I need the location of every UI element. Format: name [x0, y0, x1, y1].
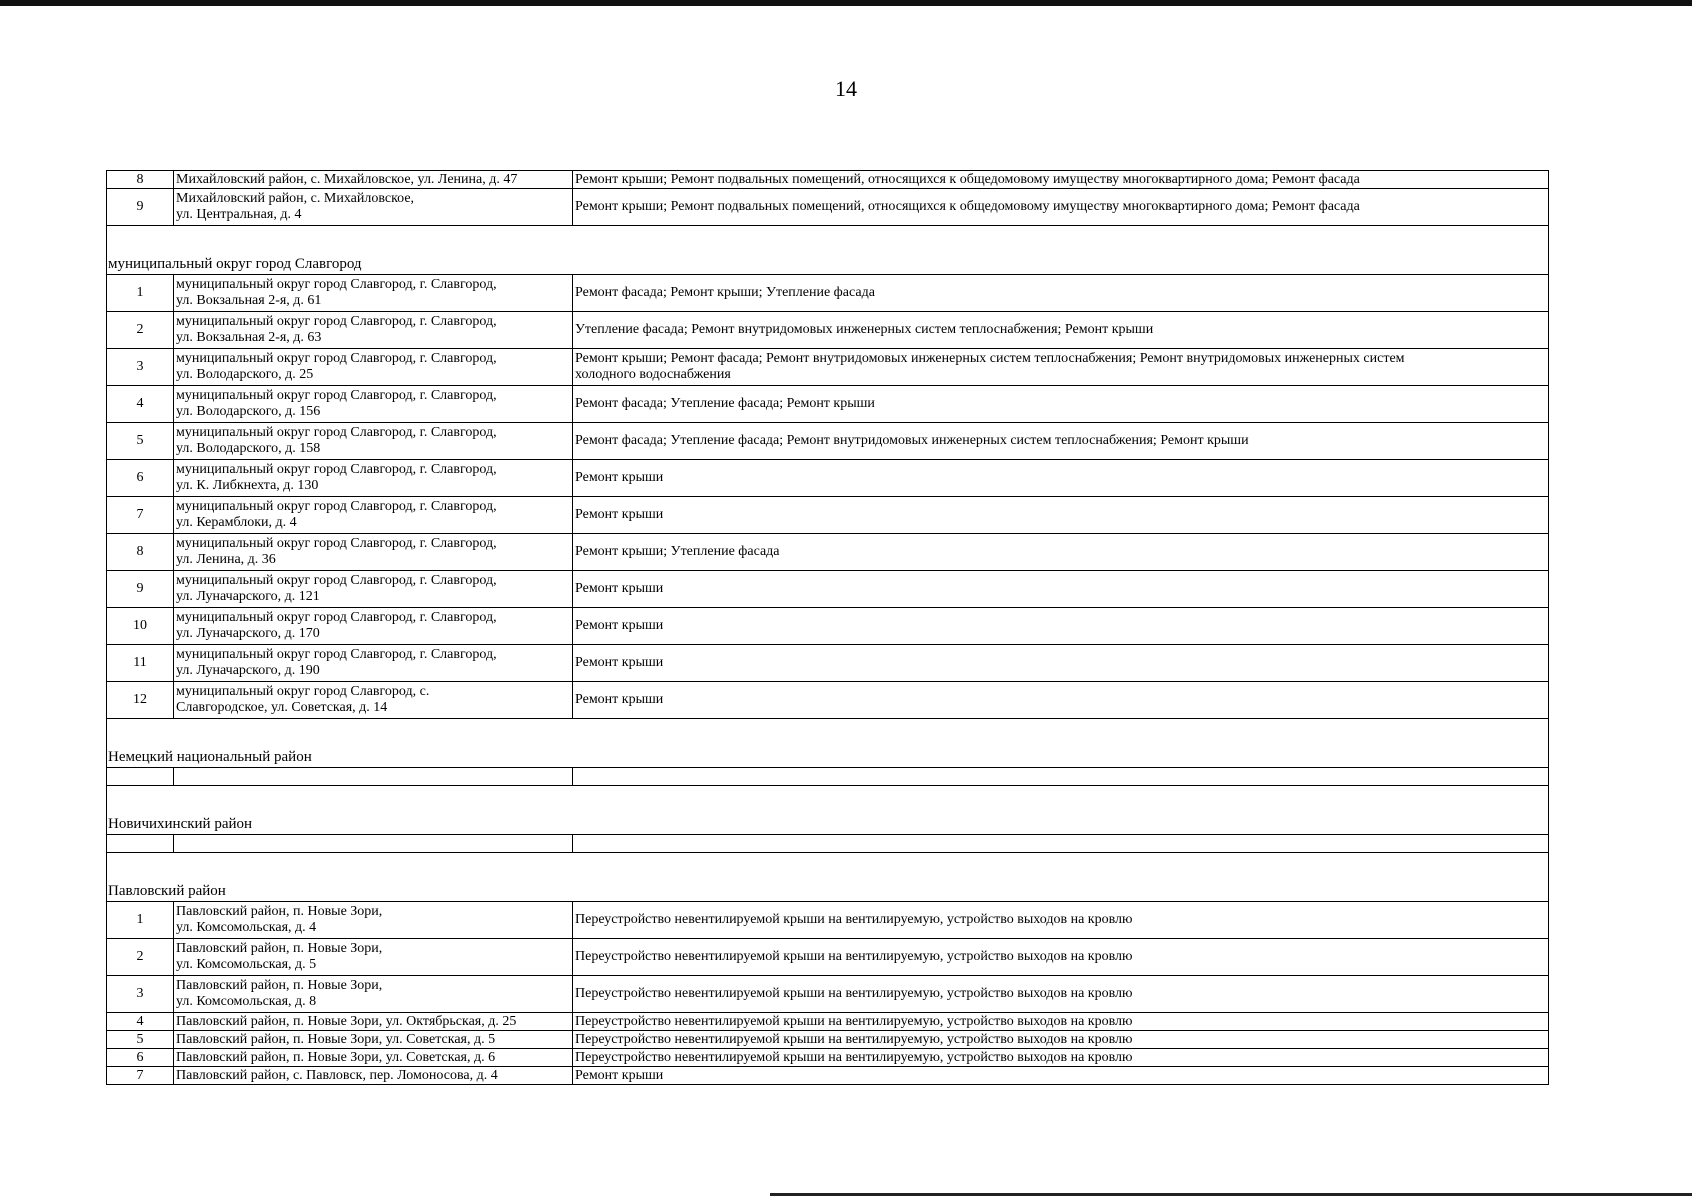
- table-row: [107, 1031, 1549, 1049]
- section-header-row: [107, 226, 1549, 275]
- works-cell: Переустройство невентилируемой крыши на вентилируемую, устройство выходов на кровлю: [573, 939, 1549, 976]
- works-cell: Ремонт крыши: [573, 608, 1549, 645]
- works-cell: Ремонт фасада; Утепление фасада; Ремонт внутридомовых инженерных систем теплоснабжения; Ремонт крыши: [573, 423, 1549, 460]
- works-cell: Переустройство невентилируемой крыши на вентилируемую, устройство выходов на кровлю: [573, 1013, 1549, 1031]
- address-cell: муниципальный округ город Славгород, с. Славгородское, ул. Советская, д. 14: [174, 682, 573, 719]
- table-row: [107, 835, 1549, 853]
- works-cell: Ремонт крыши: [573, 460, 1549, 497]
- row-number: 4: [107, 386, 174, 423]
- works-cell: Ремонт крыши; Утепление фасада: [573, 534, 1549, 571]
- address-cell: муниципальный округ город Славгород, г. Славгород, ул. Луначарского, д. 190: [174, 645, 573, 682]
- row-number: 9: [107, 189, 174, 226]
- works-cell: Ремонт фасада; Ремонт крыши; Утепление фасада: [573, 275, 1549, 312]
- address-cell: Павловский район, п. Новые Зори, ул. Советская, д. 6: [174, 1049, 573, 1067]
- address-cell: Михайловский район, с. Михайловское, ул. Ленина, д. 47: [174, 171, 573, 189]
- table-row: [107, 768, 1549, 786]
- table-row: [107, 171, 1549, 189]
- address-cell: [174, 835, 573, 853]
- row-number: 1: [107, 275, 174, 312]
- works-cell: Утепление фасада; Ремонт внутридомовых инженерных систем теплоснабжения; Ремонт крыши: [573, 312, 1549, 349]
- table-row: [107, 608, 1549, 645]
- address-cell: Павловский район, с. Павловск, пер. Ломоносова, д. 4: [174, 1067, 573, 1085]
- row-number: 1: [107, 902, 174, 939]
- scan-bottom-rule: [770, 1193, 1692, 1196]
- table-row: [107, 682, 1549, 719]
- table-row: [107, 497, 1549, 534]
- row-number: 6: [107, 1049, 174, 1067]
- works-cell: Ремонт крыши: [573, 571, 1549, 608]
- table-row: [107, 1013, 1549, 1031]
- address-cell: муниципальный округ город Славгород, г. Славгород, ул. Володарского, д. 158: [174, 423, 573, 460]
- table-row: [107, 902, 1549, 939]
- scan-top-edge: [0, 0, 1692, 6]
- table-row: [107, 423, 1549, 460]
- row-number: 12: [107, 682, 174, 719]
- works-cell: Ремонт крыши: [573, 1067, 1549, 1085]
- works-cell: Ремонт крыши; Ремонт фасада; Ремонт внутридомовых инженерных систем теплоснабжения; Ремонт внутридомовых инженерных систем холодного водоснабжения: [573, 349, 1549, 386]
- row-number: [107, 768, 174, 786]
- row-number: 5: [107, 1031, 174, 1049]
- row-number: 11: [107, 645, 174, 682]
- table-row: [107, 939, 1549, 976]
- address-cell: Павловский район, п. Новые Зори, ул. Октябрьская, д. 25: [174, 1013, 573, 1031]
- table-row: [107, 1049, 1549, 1067]
- address-cell: муниципальный округ город Славгород, г. Славгород, ул. Луначарского, д. 121: [174, 571, 573, 608]
- address-cell: муниципальный округ город Славгород, г. Славгород, ул. Вокзальная 2-я, д. 63: [174, 312, 573, 349]
- row-number: 6: [107, 460, 174, 497]
- page-number: 14: [835, 76, 857, 101]
- table-row: [107, 189, 1549, 226]
- row-number: 5: [107, 423, 174, 460]
- row-number: 7: [107, 1067, 174, 1085]
- section-header-row: [107, 853, 1549, 902]
- works-cell: Переустройство невентилируемой крыши на вентилируемую, устройство выходов на кровлю: [573, 1031, 1549, 1049]
- address-cell: Павловский район, п. Новые Зори, ул. Комсомольская, д. 5: [174, 939, 573, 976]
- works-cell: Ремонт крыши: [573, 645, 1549, 682]
- table-row: [107, 976, 1549, 1013]
- works-cell: Переустройство невентилируемой крыши на вентилируемую, устройство выходов на кровлю: [573, 976, 1549, 1013]
- works-cell: Ремонт крыши: [573, 682, 1549, 719]
- table-row: [107, 386, 1549, 423]
- address-cell: муниципальный округ город Славгород, г. Славгород, ул. Володарского, д. 156: [174, 386, 573, 423]
- row-number: 2: [107, 939, 174, 976]
- address-cell: муниципальный округ город Славгород, г. Славгород, ул. К. Либкнехта, д. 130: [174, 460, 573, 497]
- table-row: [107, 1067, 1549, 1085]
- section-title: Павловский район: [107, 853, 1549, 902]
- address-cell: Михайловский район, с. Михайловское, ул. Центральная, д. 4: [174, 189, 573, 226]
- row-number: 8: [107, 534, 174, 571]
- address-cell: [174, 768, 573, 786]
- section-title: Новичихинский район: [107, 786, 1549, 835]
- address-cell: муниципальный округ город Славгород, г. Славгород, ул. Керамблоки, д. 4: [174, 497, 573, 534]
- table-row: [107, 349, 1549, 386]
- address-cell: Павловский район, п. Новые Зори, ул. Комсомольская, д. 8: [174, 976, 573, 1013]
- section-header-row: [107, 719, 1549, 768]
- row-number: 4: [107, 1013, 174, 1031]
- table-row: [107, 312, 1549, 349]
- address-cell: муниципальный округ город Славгород, г. Славгород, ул. Вокзальная 2-я, д. 61: [174, 275, 573, 312]
- row-number: 9: [107, 571, 174, 608]
- table-row: [107, 460, 1549, 497]
- works-cell: [573, 768, 1549, 786]
- row-number: 2: [107, 312, 174, 349]
- works-cell: Переустройство невентилируемой крыши на вентилируемую, устройство выходов на кровлю: [573, 902, 1549, 939]
- row-number: 3: [107, 976, 174, 1013]
- row-number: 3: [107, 349, 174, 386]
- works-cell: Переустройство невентилируемой крыши на вентилируемую, устройство выходов на кровлю: [573, 1049, 1549, 1067]
- address-cell: муниципальный округ город Славгород, г. Славгород, ул. Луначарского, д. 170: [174, 608, 573, 645]
- table-row: [107, 645, 1549, 682]
- works-cell: Ремонт крыши; Ремонт подвальных помещений, относящихся к общедомовому имуществу многоквартирного дома; Ремонт фасада: [573, 171, 1549, 189]
- row-number: 10: [107, 608, 174, 645]
- row-number: 8: [107, 171, 174, 189]
- row-number: [107, 835, 174, 853]
- address-cell: муниципальный округ город Славгород, г. Славгород, ул. Ленина, д. 36: [174, 534, 573, 571]
- address-cell: Павловский район, п. Новые Зори, ул. Советская, д. 5: [174, 1031, 573, 1049]
- works-cell: [573, 835, 1549, 853]
- table-row: [107, 275, 1549, 312]
- works-cell: Ремонт крыши: [573, 497, 1549, 534]
- works-cell: Ремонт фасада; Утепление фасада; Ремонт крыши: [573, 386, 1549, 423]
- row-number: 7: [107, 497, 174, 534]
- table-body: [107, 171, 1549, 1085]
- section-header-row: [107, 786, 1549, 835]
- table-row: [107, 534, 1549, 571]
- table-row: [107, 571, 1549, 608]
- address-cell: муниципальный округ город Славгород, г. Славгород, ул. Володарского, д. 25: [174, 349, 573, 386]
- section-title: Немецкий национальный район: [107, 719, 1549, 768]
- repair-works-table: [106, 170, 1549, 1085]
- address-cell: Павловский район, п. Новые Зори, ул. Комсомольская, д. 4: [174, 902, 573, 939]
- works-cell: Ремонт крыши; Ремонт подвальных помещений, относящихся к общедомовому имуществу многоквартирного дома; Ремонт фасада: [573, 189, 1549, 226]
- section-title: муниципальный округ город Славгород: [107, 226, 1549, 275]
